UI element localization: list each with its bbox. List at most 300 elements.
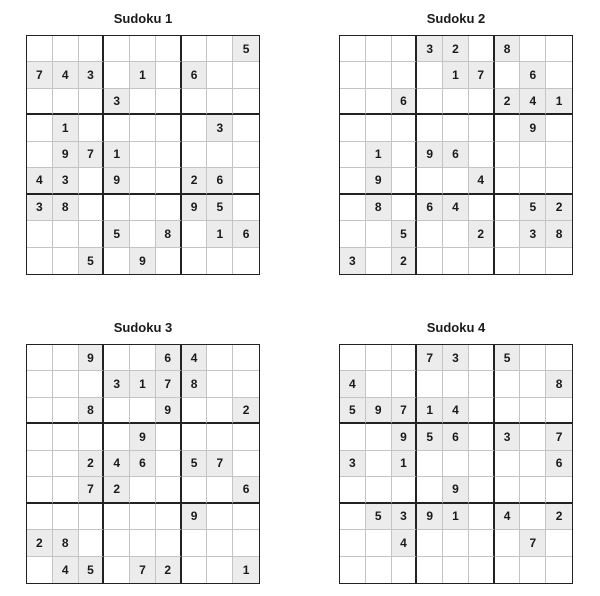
empty-cell[interactable]: [156, 115, 182, 141]
empty-cell[interactable]: [233, 248, 259, 274]
empty-cell[interactable]: [207, 557, 233, 583]
empty-cell[interactable]: [104, 345, 130, 371]
empty-cell[interactable]: [495, 62, 521, 88]
given-cell: 6: [233, 477, 259, 503]
empty-cell[interactable]: [156, 451, 182, 477]
given-cell: 7: [79, 142, 105, 168]
empty-cell[interactable]: [233, 451, 259, 477]
given-cell: 8: [495, 36, 521, 62]
empty-cell[interactable]: [443, 168, 469, 194]
empty-cell[interactable]: [27, 451, 53, 477]
empty-cell[interactable]: [233, 142, 259, 168]
empty-cell[interactable]: [207, 89, 233, 115]
empty-cell[interactable]: [495, 142, 521, 168]
given-cell: 2: [495, 89, 521, 115]
empty-cell[interactable]: [207, 62, 233, 88]
puzzle-title: Sudoku 4: [426, 320, 486, 335]
empty-cell[interactable]: [366, 557, 392, 583]
empty-cell[interactable]: [130, 345, 156, 371]
empty-cell[interactable]: [546, 62, 572, 88]
given-cell: 8: [366, 195, 392, 221]
empty-cell[interactable]: [104, 115, 130, 141]
given-cell: 9: [79, 345, 105, 371]
empty-cell[interactable]: [366, 371, 392, 397]
given-cell: 4: [27, 168, 53, 194]
empty-cell[interactable]: [495, 451, 521, 477]
empty-cell[interactable]: [53, 36, 79, 62]
empty-cell[interactable]: [53, 477, 79, 503]
empty-cell[interactable]: [27, 477, 53, 503]
sudoku-grid: [339, 344, 573, 584]
given-cell: 4: [443, 398, 469, 424]
given-cell: 6: [233, 221, 259, 247]
given-cell: 6: [520, 62, 546, 88]
empty-cell[interactable]: [104, 248, 130, 274]
empty-cell[interactable]: [27, 221, 53, 247]
empty-cell[interactable]: [469, 530, 495, 556]
empty-cell[interactable]: [207, 142, 233, 168]
given-cell: 9: [392, 424, 418, 450]
empty-cell[interactable]: [53, 248, 79, 274]
given-cell: 9: [417, 142, 443, 168]
empty-cell[interactable]: [366, 345, 392, 371]
empty-cell[interactable]: [130, 530, 156, 556]
empty-cell[interactable]: [366, 36, 392, 62]
empty-cell[interactable]: [104, 557, 130, 583]
given-cell: 9: [366, 168, 392, 194]
given-cell: 3: [79, 62, 105, 88]
empty-cell[interactable]: [469, 477, 495, 503]
empty-cell[interactable]: [104, 398, 130, 424]
given-cell: 5: [207, 195, 233, 221]
empty-cell[interactable]: [27, 371, 53, 397]
empty-cell[interactable]: [182, 477, 208, 503]
given-cell: 5: [233, 36, 259, 62]
given-cell: 1: [130, 62, 156, 88]
empty-cell[interactable]: [469, 504, 495, 530]
empty-cell[interactable]: [546, 115, 572, 141]
empty-cell[interactable]: [443, 371, 469, 397]
given-cell: 9: [156, 398, 182, 424]
empty-cell[interactable]: [156, 36, 182, 62]
empty-cell[interactable]: [182, 89, 208, 115]
empty-cell[interactable]: [495, 168, 521, 194]
empty-cell[interactable]: [417, 221, 443, 247]
empty-cell[interactable]: [156, 89, 182, 115]
given-cell: 8: [53, 195, 79, 221]
empty-cell[interactable]: [366, 477, 392, 503]
empty-cell[interactable]: [520, 371, 546, 397]
given-cell: 2: [546, 195, 572, 221]
given-cell: 9: [443, 477, 469, 503]
empty-cell[interactable]: [495, 398, 521, 424]
empty-cell[interactable]: [233, 504, 259, 530]
empty-cell[interactable]: [546, 398, 572, 424]
empty-cell[interactable]: [366, 530, 392, 556]
empty-cell[interactable]: [443, 221, 469, 247]
empty-cell[interactable]: [340, 530, 366, 556]
empty-cell[interactable]: [182, 142, 208, 168]
empty-cell[interactable]: [520, 398, 546, 424]
puzzle-title: Sudoku 2: [426, 11, 486, 26]
given-cell: 4: [443, 195, 469, 221]
empty-cell[interactable]: [417, 451, 443, 477]
given-cell: 7: [469, 62, 495, 88]
empty-cell[interactable]: [182, 424, 208, 450]
empty-cell[interactable]: [495, 557, 521, 583]
given-cell: 1: [366, 142, 392, 168]
empty-cell[interactable]: [27, 398, 53, 424]
empty-cell[interactable]: [520, 424, 546, 450]
given-cell: 2: [233, 398, 259, 424]
empty-cell[interactable]: [443, 89, 469, 115]
empty-cell[interactable]: [469, 142, 495, 168]
empty-cell[interactable]: [417, 557, 443, 583]
empty-cell[interactable]: [156, 530, 182, 556]
empty-cell[interactable]: [366, 221, 392, 247]
empty-cell[interactable]: [27, 89, 53, 115]
empty-cell[interactable]: [233, 115, 259, 141]
empty-cell[interactable]: [53, 89, 79, 115]
empty-cell[interactable]: [469, 115, 495, 141]
empty-cell[interactable]: [520, 557, 546, 583]
empty-cell[interactable]: [156, 248, 182, 274]
empty-cell[interactable]: [392, 142, 418, 168]
empty-cell[interactable]: [27, 142, 53, 168]
empty-cell[interactable]: [27, 557, 53, 583]
empty-cell[interactable]: [182, 221, 208, 247]
empty-cell[interactable]: [495, 248, 521, 274]
empty-cell[interactable]: [233, 530, 259, 556]
given-cell: 4: [53, 557, 79, 583]
empty-cell[interactable]: [156, 504, 182, 530]
empty-cell[interactable]: [207, 371, 233, 397]
given-cell: 7: [156, 371, 182, 397]
empty-cell[interactable]: [53, 504, 79, 530]
empty-cell[interactable]: [495, 115, 521, 141]
empty-cell[interactable]: [366, 89, 392, 115]
empty-cell[interactable]: [79, 371, 105, 397]
empty-cell[interactable]: [130, 398, 156, 424]
empty-cell[interactable]: [417, 62, 443, 88]
given-cell: 9: [182, 504, 208, 530]
given-cell: 4: [392, 530, 418, 556]
given-cell: 7: [27, 62, 53, 88]
empty-cell[interactable]: [520, 451, 546, 477]
empty-cell[interactable]: [392, 36, 418, 62]
empty-cell[interactable]: [207, 477, 233, 503]
empty-cell[interactable]: [130, 477, 156, 503]
empty-cell[interactable]: [53, 451, 79, 477]
empty-cell[interactable]: [104, 504, 130, 530]
empty-cell[interactable]: [546, 557, 572, 583]
empty-cell[interactable]: [27, 345, 53, 371]
empty-cell[interactable]: [182, 36, 208, 62]
empty-cell[interactable]: [469, 248, 495, 274]
empty-cell[interactable]: [156, 168, 182, 194]
empty-cell[interactable]: [392, 195, 418, 221]
given-cell: 6: [392, 89, 418, 115]
empty-cell[interactable]: [366, 424, 392, 450]
empty-cell[interactable]: [340, 36, 366, 62]
empty-cell[interactable]: [27, 115, 53, 141]
given-cell: 9: [417, 504, 443, 530]
given-cell: 4: [520, 89, 546, 115]
given-cell: 5: [104, 221, 130, 247]
empty-cell[interactable]: [392, 557, 418, 583]
given-cell: 8: [546, 371, 572, 397]
empty-cell[interactable]: [27, 504, 53, 530]
empty-cell[interactable]: [130, 36, 156, 62]
empty-cell[interactable]: [417, 89, 443, 115]
empty-cell[interactable]: [53, 424, 79, 450]
empty-cell[interactable]: [104, 424, 130, 450]
given-cell: 7: [520, 530, 546, 556]
given-cell: 4: [469, 168, 495, 194]
given-cell: 7: [130, 557, 156, 583]
empty-cell[interactable]: [233, 345, 259, 371]
given-cell: 8: [156, 221, 182, 247]
empty-cell[interactable]: [469, 398, 495, 424]
empty-cell[interactable]: [366, 115, 392, 141]
empty-cell[interactable]: [520, 248, 546, 274]
given-cell: 3: [495, 424, 521, 450]
given-cell: 6: [443, 424, 469, 450]
given-cell: 1: [233, 557, 259, 583]
empty-cell[interactable]: [340, 62, 366, 88]
empty-cell[interactable]: [546, 36, 572, 62]
given-cell: 1: [207, 221, 233, 247]
empty-cell[interactable]: [340, 115, 366, 141]
empty-cell[interactable]: [340, 504, 366, 530]
given-cell: 2: [104, 477, 130, 503]
empty-cell[interactable]: [130, 89, 156, 115]
empty-cell[interactable]: [27, 36, 53, 62]
given-cell: 2: [392, 248, 418, 274]
given-cell: 1: [104, 142, 130, 168]
empty-cell[interactable]: [207, 398, 233, 424]
given-cell: 9: [104, 168, 130, 194]
empty-cell[interactable]: [417, 371, 443, 397]
empty-cell[interactable]: [79, 89, 105, 115]
empty-cell[interactable]: [417, 115, 443, 141]
empty-cell[interactable]: [520, 504, 546, 530]
empty-cell[interactable]: [182, 115, 208, 141]
empty-cell[interactable]: [495, 530, 521, 556]
empty-cell[interactable]: [340, 195, 366, 221]
empty-cell[interactable]: [156, 142, 182, 168]
given-cell: 7: [207, 451, 233, 477]
empty-cell[interactable]: [130, 221, 156, 247]
empty-cell[interactable]: [546, 248, 572, 274]
empty-cell[interactable]: [340, 424, 366, 450]
given-cell: 5: [340, 398, 366, 424]
given-cell: 6: [156, 345, 182, 371]
empty-cell[interactable]: [104, 62, 130, 88]
empty-cell[interactable]: [130, 142, 156, 168]
empty-cell[interactable]: [417, 248, 443, 274]
empty-cell[interactable]: [130, 504, 156, 530]
empty-cell[interactable]: [469, 195, 495, 221]
empty-cell[interactable]: [520, 168, 546, 194]
empty-cell[interactable]: [546, 530, 572, 556]
empty-cell[interactable]: [417, 477, 443, 503]
empty-cell[interactable]: [443, 557, 469, 583]
empty-cell[interactable]: [53, 371, 79, 397]
empty-cell[interactable]: [392, 62, 418, 88]
empty-cell[interactable]: [53, 398, 79, 424]
empty-cell[interactable]: [469, 424, 495, 450]
given-cell: 2: [27, 530, 53, 556]
empty-cell[interactable]: [156, 62, 182, 88]
empty-cell[interactable]: [79, 168, 105, 194]
empty-cell[interactable]: [104, 36, 130, 62]
given-cell: 7: [546, 424, 572, 450]
empty-cell[interactable]: [130, 195, 156, 221]
empty-cell[interactable]: [495, 195, 521, 221]
empty-cell[interactable]: [366, 451, 392, 477]
empty-cell[interactable]: [340, 345, 366, 371]
empty-cell[interactable]: [233, 195, 259, 221]
empty-cell[interactable]: [53, 345, 79, 371]
given-cell: 6: [207, 168, 233, 194]
given-cell: 5: [182, 451, 208, 477]
empty-cell[interactable]: [233, 89, 259, 115]
given-cell: 5: [79, 248, 105, 274]
empty-cell[interactable]: [182, 530, 208, 556]
empty-cell[interactable]: [546, 142, 572, 168]
empty-cell[interactable]: [233, 168, 259, 194]
empty-cell[interactable]: [443, 248, 469, 274]
empty-cell[interactable]: [207, 530, 233, 556]
given-cell: 6: [546, 451, 572, 477]
empty-cell[interactable]: [79, 36, 105, 62]
empty-cell[interactable]: [340, 221, 366, 247]
given-cell: 4: [104, 451, 130, 477]
empty-cell[interactable]: [27, 248, 53, 274]
empty-cell[interactable]: [207, 248, 233, 274]
empty-cell[interactable]: [340, 89, 366, 115]
empty-cell[interactable]: [207, 345, 233, 371]
empty-cell[interactable]: [79, 115, 105, 141]
empty-cell[interactable]: [156, 424, 182, 450]
given-cell: 5: [520, 195, 546, 221]
empty-cell[interactable]: [130, 115, 156, 141]
empty-cell[interactable]: [469, 557, 495, 583]
empty-cell[interactable]: [469, 345, 495, 371]
empty-cell[interactable]: [469, 451, 495, 477]
empty-cell[interactable]: [207, 504, 233, 530]
empty-cell[interactable]: [53, 221, 79, 247]
given-cell: 3: [53, 168, 79, 194]
empty-cell[interactable]: [340, 142, 366, 168]
given-cell: 1: [443, 504, 469, 530]
given-cell: 3: [417, 36, 443, 62]
empty-cell[interactable]: [520, 477, 546, 503]
empty-cell[interactable]: [495, 371, 521, 397]
given-cell: 6: [130, 451, 156, 477]
empty-cell[interactable]: [79, 424, 105, 450]
empty-cell[interactable]: [130, 168, 156, 194]
empty-cell[interactable]: [79, 195, 105, 221]
empty-cell[interactable]: [392, 371, 418, 397]
empty-cell[interactable]: [366, 248, 392, 274]
empty-cell[interactable]: [417, 530, 443, 556]
empty-cell[interactable]: [79, 530, 105, 556]
empty-cell[interactable]: [182, 398, 208, 424]
given-cell: 2: [469, 221, 495, 247]
empty-cell[interactable]: [520, 36, 546, 62]
given-cell: 1: [443, 62, 469, 88]
empty-cell[interactable]: [469, 371, 495, 397]
empty-cell[interactable]: [469, 89, 495, 115]
empty-cell[interactable]: [495, 477, 521, 503]
empty-cell[interactable]: [233, 371, 259, 397]
empty-cell[interactable]: [104, 195, 130, 221]
empty-cell[interactable]: [104, 530, 130, 556]
empty-cell[interactable]: [340, 477, 366, 503]
given-cell: 5: [417, 424, 443, 450]
empty-cell[interactable]: [520, 345, 546, 371]
empty-cell[interactable]: [495, 221, 521, 247]
given-cell: 3: [520, 221, 546, 247]
empty-cell[interactable]: [392, 115, 418, 141]
empty-cell[interactable]: [443, 451, 469, 477]
empty-cell[interactable]: [156, 477, 182, 503]
given-cell: 9: [366, 398, 392, 424]
empty-cell[interactable]: [443, 530, 469, 556]
empty-cell[interactable]: [469, 36, 495, 62]
empty-cell[interactable]: [392, 345, 418, 371]
given-cell: 4: [495, 504, 521, 530]
empty-cell[interactable]: [392, 477, 418, 503]
empty-cell[interactable]: [27, 424, 53, 450]
given-cell: 6: [182, 62, 208, 88]
empty-cell[interactable]: [182, 248, 208, 274]
empty-cell[interactable]: [443, 115, 469, 141]
empty-cell[interactable]: [207, 424, 233, 450]
empty-cell[interactable]: [340, 557, 366, 583]
given-cell: 5: [495, 345, 521, 371]
empty-cell[interactable]: [366, 62, 392, 88]
empty-cell[interactable]: [546, 168, 572, 194]
given-cell: 9: [130, 424, 156, 450]
empty-cell[interactable]: [546, 345, 572, 371]
empty-cell[interactable]: [233, 424, 259, 450]
empty-cell[interactable]: [417, 168, 443, 194]
empty-cell[interactable]: [392, 168, 418, 194]
empty-cell[interactable]: [182, 557, 208, 583]
given-cell: 3: [443, 345, 469, 371]
empty-cell[interactable]: [340, 168, 366, 194]
given-cell: 5: [79, 557, 105, 583]
given-cell: 6: [443, 142, 469, 168]
given-cell: 5: [366, 504, 392, 530]
empty-cell[interactable]: [520, 142, 546, 168]
given-cell: 3: [340, 248, 366, 274]
empty-cell[interactable]: [156, 195, 182, 221]
given-cell: 7: [79, 477, 105, 503]
empty-cell[interactable]: [207, 36, 233, 62]
given-cell: 7: [392, 398, 418, 424]
empty-cell[interactable]: [79, 221, 105, 247]
empty-cell[interactable]: [546, 477, 572, 503]
given-cell: 3: [207, 115, 233, 141]
empty-cell[interactable]: [233, 62, 259, 88]
empty-cell[interactable]: [79, 504, 105, 530]
sudoku-grid: [26, 344, 260, 584]
given-cell: 2: [182, 168, 208, 194]
